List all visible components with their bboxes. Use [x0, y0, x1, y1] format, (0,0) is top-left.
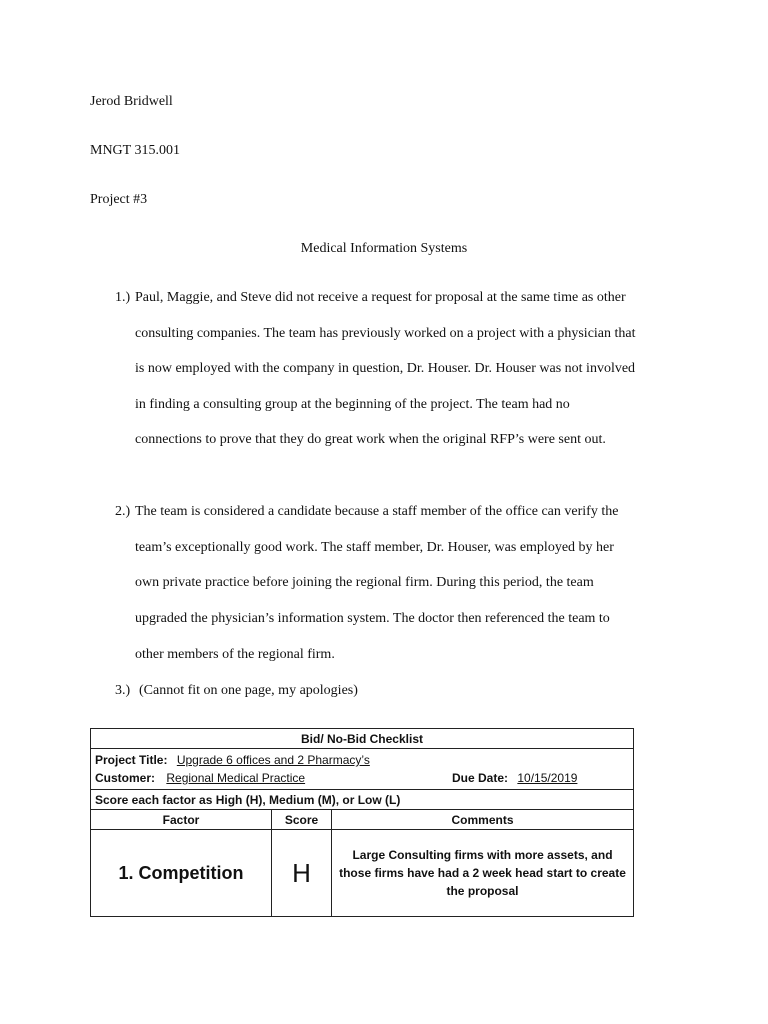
checklist-heading-row: [91, 729, 634, 749]
project-title-value: Upgrade 6 offices and 2 Pharmacy’s: [176, 753, 370, 767]
answer-1-line-2: consulting companies. The team has previously worked on a project with a physician that: [135, 326, 636, 341]
factor-cell: 1. Competition: [91, 830, 272, 917]
checklist-heading: Bid/ No-Bid Checklist: [91, 729, 634, 749]
column-header-comments: Comments: [332, 810, 634, 830]
column-header-factor: Factor: [91, 810, 272, 830]
answer-1-line-5: connections to prove that they do great work when the original RFP’s were sent out.: [135, 432, 606, 447]
answer-2-line-2: team’s exceptionally good work. The staff member, Dr. Houser, was employed by her: [135, 540, 614, 555]
checklist-info-row: [91, 749, 634, 790]
answer-1-line-4: in finding a consulting group at the beginning of the project. The team had no: [135, 397, 570, 412]
document-title: Medical Information Systems: [300, 241, 468, 256]
answer-1-line-3: is now employed with the company in question, Dr. Houser. Dr. Houser was not involved: [135, 361, 636, 376]
answer-2-number: 2.): [115, 504, 131, 519]
answer-2-line-5: other members of the regional firm.: [135, 647, 335, 662]
column-header-row: [91, 810, 634, 830]
table-row: [91, 830, 634, 917]
due-date-group: [452, 769, 577, 787]
instructions-row: [91, 790, 634, 810]
course-code: MNGT 315.001: [90, 143, 180, 158]
answer-2-line-3: own private practice before joining the regional firm. During this period, the team: [135, 575, 594, 590]
project-title-label: Project Title:: [95, 753, 168, 767]
score-instructions: Score each factor as High (H), Medium (M), or Low (L): [91, 790, 634, 810]
due-date-label: Due Date:: [452, 771, 509, 785]
customer-line: [95, 769, 629, 787]
author-name: Jerod Bridwell: [90, 94, 173, 109]
project-number: Project #3: [90, 192, 148, 207]
due-date-value: 10/15/2019: [517, 771, 578, 785]
answer-3-line-1: (Cannot fit on one page, my apologies): [139, 683, 358, 698]
customer-value: Regional Medical Practice: [166, 771, 306, 785]
score-cell: H: [272, 830, 332, 917]
answer-1-number: 1.): [115, 290, 131, 305]
answer-1-line-1: Paul, Maggie, and Steve did not receive a request for proposal at the same time as other: [135, 290, 626, 305]
project-title-line: [95, 751, 629, 769]
column-header-score: Score: [272, 810, 332, 830]
answer-3-number: 3.): [115, 683, 131, 698]
comment-cell: Large Consulting firms with more assets, and those firms have had a 2 week head start to create the proposal: [332, 830, 634, 917]
answer-2-line-4: upgraded the physician’s information system. The doctor then referenced the team to: [135, 611, 610, 626]
bid-checklist-table: [90, 728, 634, 917]
answer-2-line-1: The team is considered a candidate because a staff member of the office can verify the: [135, 504, 619, 519]
customer-label: Customer:: [95, 771, 156, 785]
